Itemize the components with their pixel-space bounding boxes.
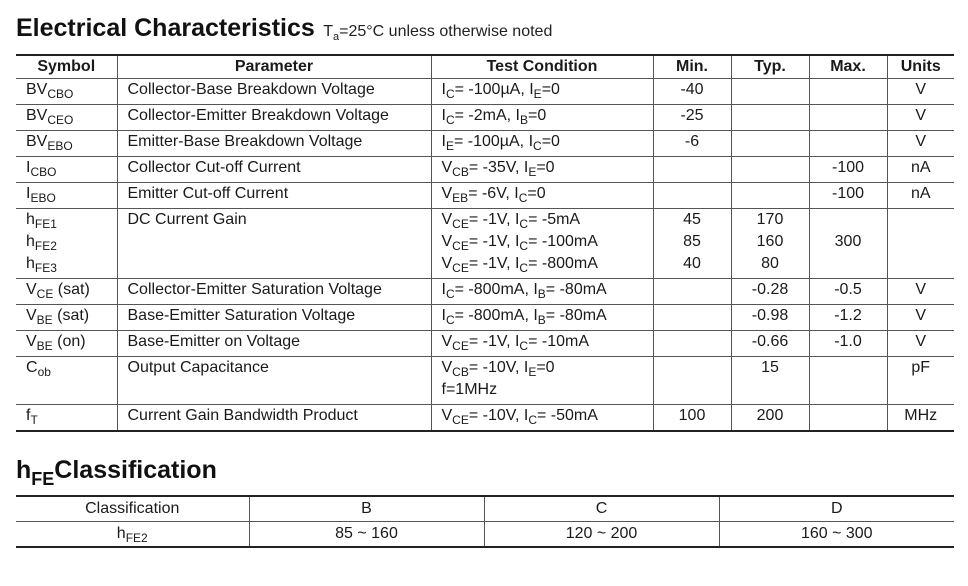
symbol-main: h <box>26 211 35 228</box>
typ-value: 80 <box>761 255 779 272</box>
condition-var: V <box>441 159 453 176</box>
condition-value: = -35V, <box>468 159 524 176</box>
cell-symbol <box>16 79 117 105</box>
symbol-line <box>26 231 117 253</box>
symbol-subscript: CBO <box>30 165 57 179</box>
symbol-line <box>26 131 117 153</box>
cell-min <box>653 279 731 305</box>
condition-subscript: C <box>445 87 455 101</box>
cell-typ <box>731 279 809 305</box>
condition-line <box>442 331 653 353</box>
condition-subscript: C <box>519 239 529 253</box>
cell-min <box>653 79 731 105</box>
condition-line <box>442 305 653 327</box>
classification-header-d: D <box>719 496 954 522</box>
condition-value: = -1V, <box>468 211 515 228</box>
cell-parameter: Current Gain Bandwidth Product <box>117 405 431 432</box>
cell-typ <box>731 405 809 432</box>
condition-subscript: C <box>519 339 529 353</box>
cell-units: nA <box>887 183 954 209</box>
condition-var: I <box>514 333 520 350</box>
cell-symbol <box>16 157 117 183</box>
header-symbol: Symbol <box>16 55 117 79</box>
cell-symbol <box>16 131 117 157</box>
condition-value: = -100µA, <box>454 81 530 98</box>
symbol-main: BV <box>26 133 48 150</box>
condition-value: = -10V, <box>468 359 524 376</box>
symbol-subscript: EBO <box>30 191 56 205</box>
condition-value: = -1V, <box>468 255 515 272</box>
condition-subscript: B <box>537 287 546 301</box>
condition-value: = -2mA, <box>454 107 516 124</box>
symbol-subscript: BE <box>36 339 53 353</box>
cell-test-condition <box>431 157 653 183</box>
cell-parameter: Emitter-Base Breakdown Voltage <box>117 131 431 157</box>
cell-min <box>653 157 731 183</box>
classification-header-row <box>16 496 954 522</box>
condition-value: = -6V, <box>468 185 515 202</box>
condition-subscript: C <box>519 217 529 231</box>
header-test-condition: Test Condition <box>431 55 653 79</box>
condition-var: V <box>441 185 453 202</box>
condition-subscript: C <box>528 413 537 427</box>
classification-value-b: 85 ~ 160 <box>249 522 484 548</box>
table-row <box>16 209 954 279</box>
table-row <box>16 183 954 209</box>
condition-var: I <box>441 281 446 298</box>
cell-symbol <box>16 183 117 209</box>
cell-parameter: Collector-Base Breakdown Voltage <box>117 79 431 105</box>
table-row <box>16 131 954 157</box>
cell-units: nA <box>887 157 954 183</box>
symbol-main: I <box>26 185 31 202</box>
condition-subscript: CE <box>452 261 469 275</box>
note-var: T <box>323 23 334 40</box>
table-row <box>16 105 954 131</box>
max-value <box>810 209 887 231</box>
cell-max <box>809 279 887 305</box>
classification-value-d: 160 ~ 300 <box>719 522 954 548</box>
condition-subscript: B <box>537 313 546 327</box>
title2-h: h <box>16 456 32 484</box>
typ-value: 200 <box>756 407 784 424</box>
condition-line <box>442 253 653 275</box>
symbol-subscript: CBO <box>47 87 74 101</box>
note-rest: =25°C unless otherwise noted <box>339 23 553 40</box>
max-value: -100 <box>831 185 865 202</box>
cell-units: V <box>887 79 954 105</box>
hfe-classification-table <box>16 495 954 548</box>
cell-symbol <box>16 357 117 405</box>
min-value: -40 <box>680 81 704 98</box>
condition-subscript: C <box>519 261 529 275</box>
typ-value: 15 <box>761 359 779 376</box>
cell-symbol <box>16 105 117 131</box>
condition-value: =0 <box>527 185 546 202</box>
table-row <box>16 331 954 357</box>
symbol-main: h <box>26 233 35 250</box>
cell-test-condition <box>431 131 653 157</box>
symbol-line <box>26 209 117 231</box>
typ-value: -0.28 <box>751 281 789 298</box>
condition-value: = -1V, <box>468 333 515 350</box>
condition-subscript: CE <box>452 413 469 427</box>
condition-line <box>442 131 653 153</box>
max-value: 300 <box>834 233 862 250</box>
title2-rest: Classification <box>54 456 217 484</box>
section-title-electrical-characteristics <box>16 14 552 43</box>
cell-typ <box>731 357 809 405</box>
condition-subscript: C <box>445 287 455 301</box>
note-sub: a <box>333 31 340 43</box>
symbol-main: BV <box>26 107 48 124</box>
condition-var: I <box>514 211 520 228</box>
cell-parameter: Base-Emitter on Voltage <box>117 331 431 357</box>
condition-value: = -800mA, <box>454 281 534 298</box>
cell-typ <box>731 305 809 331</box>
classification-header-c: C <box>484 496 719 522</box>
cell-symbol <box>16 405 117 432</box>
condition-line <box>442 157 653 179</box>
condition-value: = -100mA <box>528 233 598 250</box>
cell-max <box>809 209 887 279</box>
condition-var: V <box>441 333 453 350</box>
cell-parameter: Output Capacitance <box>117 357 431 405</box>
condition-value: = -10V, <box>468 407 524 424</box>
symbol-line <box>26 105 117 127</box>
condition-var: I <box>523 359 529 376</box>
cell-min <box>653 183 731 209</box>
cell-units: V <box>887 305 954 331</box>
condition-var: I <box>529 81 534 98</box>
condition-subscript: E <box>445 139 454 153</box>
symbol-subscript: FE3 <box>34 261 57 275</box>
symbol-line <box>26 405 117 427</box>
symbol-subscript: FE1 <box>34 217 57 231</box>
cell-max <box>809 357 887 405</box>
condition-var: I <box>515 107 520 124</box>
condition-value: = -800mA, <box>454 307 534 324</box>
condition-var: I <box>514 255 520 272</box>
min-value: 85 <box>683 233 701 250</box>
symbol-main: C <box>26 359 38 376</box>
cell-test-condition <box>431 305 653 331</box>
condition-value: = -80mA <box>545 281 607 298</box>
condition-subscript: E <box>528 165 537 179</box>
classification-value-row <box>16 522 954 548</box>
cell-parameter: Collector-Emitter Breakdown Voltage <box>117 105 431 131</box>
max-value <box>810 253 887 275</box>
condition-var: V <box>441 255 453 272</box>
condition-var: I <box>528 133 534 150</box>
symbol-main: I <box>26 159 31 176</box>
condition-subscript: CE <box>452 239 469 253</box>
condition-var: I <box>533 307 538 324</box>
cell-test-condition <box>431 209 653 279</box>
condition-subscript: EB <box>452 191 469 205</box>
symbol-subscript: CEO <box>47 113 74 127</box>
cell-test-condition <box>431 405 653 432</box>
table-row <box>16 357 954 405</box>
classification-row-label <box>16 522 249 548</box>
cell-parameter: Collector Cut-off Current <box>117 157 431 183</box>
cell-units <box>887 209 954 279</box>
cell-units: pF <box>887 357 954 405</box>
cell-symbol <box>16 305 117 331</box>
condition-subscript: C <box>518 191 528 205</box>
condition-line <box>442 405 653 427</box>
symbol-subscript: BE <box>36 313 53 327</box>
cell-max <box>809 131 887 157</box>
min-value: 100 <box>678 407 706 424</box>
condition-var: I <box>514 185 519 202</box>
condition-subscript: B <box>519 113 528 127</box>
condition-value: =0 <box>536 159 555 176</box>
header-typ: Typ. <box>731 55 809 79</box>
cell-typ <box>731 79 809 105</box>
condition-line <box>442 357 653 379</box>
condition-var: I <box>523 159 529 176</box>
symbol-line <box>26 157 117 179</box>
table-row <box>16 279 954 305</box>
condition-subscript: C <box>445 113 455 127</box>
max-value: -0.5 <box>834 281 862 298</box>
cell-max <box>809 183 887 209</box>
condition-value: = -50mA <box>536 407 598 424</box>
cell-typ <box>731 331 809 357</box>
symbol-main: BV <box>26 81 48 98</box>
row-label-t: h <box>116 525 126 542</box>
symbol-subscript: CE <box>36 287 54 301</box>
max-value: -1.2 <box>834 307 862 324</box>
symbol-suffix: (sat) <box>52 307 90 324</box>
symbol-suffix: (sat) <box>53 281 90 298</box>
cell-test-condition <box>431 79 653 105</box>
condition-line <box>442 209 653 231</box>
cell-min <box>653 131 731 157</box>
min-value: 40 <box>683 255 701 272</box>
cell-min <box>653 357 731 405</box>
condition-var: f=1MHz <box>441 381 498 398</box>
cell-units: V <box>887 279 954 305</box>
max-value: -1.0 <box>834 333 862 350</box>
cell-max <box>809 331 887 357</box>
condition-value: =0 <box>536 359 555 376</box>
condition-line <box>442 79 653 101</box>
condition-value: = -800mA <box>528 255 598 272</box>
condition-subscript: E <box>533 87 542 101</box>
row-label-s: FE2 <box>125 531 148 545</box>
condition-value: = -100µA, <box>453 133 529 150</box>
cell-units: MHz <box>887 405 954 432</box>
cell-test-condition <box>431 105 653 131</box>
condition-value: =0 <box>541 133 560 150</box>
symbol-main: V <box>26 281 37 298</box>
symbol-main: V <box>26 307 37 324</box>
symbol-main: h <box>26 255 35 272</box>
cell-max <box>809 157 887 183</box>
symbol-line <box>26 305 117 327</box>
condition-value: =0 <box>528 107 547 124</box>
symbol-line <box>26 279 117 301</box>
condition-value: =0 <box>541 81 560 98</box>
header-min: Min. <box>653 55 731 79</box>
symbol-subscript: EBO <box>47 139 73 153</box>
cell-min <box>653 331 731 357</box>
table-row <box>16 79 954 105</box>
max-value: -100 <box>831 159 865 176</box>
cell-parameter: Collector-Emitter Saturation Voltage <box>117 279 431 305</box>
condition-var: I <box>441 107 446 124</box>
cell-min <box>653 305 731 331</box>
cell-min <box>653 105 731 131</box>
typ-value: -0.66 <box>751 333 789 350</box>
classification-value-c: 120 ~ 200 <box>484 522 719 548</box>
condition-subscript: CE <box>452 217 469 231</box>
condition-var: V <box>441 233 453 250</box>
condition-subscript: CB <box>452 365 469 379</box>
condition-line <box>442 105 653 127</box>
condition-value: = -5mA <box>528 211 581 228</box>
symbol-main: V <box>26 333 37 350</box>
condition-line <box>442 183 653 205</box>
condition-subscript: E <box>528 365 537 379</box>
symbol-line <box>26 183 117 205</box>
typ-value: -0.98 <box>751 307 789 324</box>
typ-value: 160 <box>756 233 784 250</box>
cell-units: V <box>887 331 954 357</box>
condition-subscript: C <box>445 313 455 327</box>
condition-var: I <box>514 233 520 250</box>
electrical-characteristics-table <box>16 54 954 432</box>
condition-line <box>442 279 653 301</box>
condition-var: I <box>441 307 446 324</box>
cell-parameter: Base-Emitter Saturation Voltage <box>117 305 431 331</box>
cell-units: V <box>887 131 954 157</box>
min-value: 45 <box>683 211 701 228</box>
classification-header-b: B <box>249 496 484 522</box>
condition-var: V <box>441 407 453 424</box>
cell-test-condition <box>431 357 653 405</box>
condition-var: I <box>441 81 446 98</box>
typ-value: 170 <box>756 211 784 228</box>
cell-parameter: Emitter Cut-off Current <box>117 183 431 209</box>
condition-var: I <box>523 407 529 424</box>
condition-subscript: CE <box>452 339 469 353</box>
table-row <box>16 405 954 432</box>
cell-test-condition <box>431 279 653 305</box>
cell-max <box>809 79 887 105</box>
condition-line <box>442 231 653 253</box>
cell-units: V <box>887 105 954 131</box>
header-max: Max. <box>809 55 887 79</box>
temperature-note <box>323 23 553 43</box>
cell-max <box>809 405 887 432</box>
cell-symbol <box>16 209 117 279</box>
symbol-subscript: FE2 <box>34 239 57 253</box>
table-row <box>16 157 954 183</box>
cell-test-condition <box>431 331 653 357</box>
header-units: Units <box>887 55 954 79</box>
cell-test-condition <box>431 183 653 209</box>
classification-header-label: Classification <box>16 496 249 522</box>
symbol-subscript: T <box>30 413 38 427</box>
condition-var: V <box>441 359 453 376</box>
symbol-line <box>26 79 117 101</box>
header-parameter: Parameter <box>117 55 431 79</box>
condition-value: = -1V, <box>468 233 515 250</box>
symbol-main: f <box>26 407 31 424</box>
cell-typ <box>731 157 809 183</box>
condition-subscript: CB <box>452 165 469 179</box>
cell-parameter: DC Current Gain <box>117 209 431 279</box>
condition-var: I <box>533 281 538 298</box>
cell-min <box>653 209 731 279</box>
condition-var: V <box>441 211 453 228</box>
symbol-line <box>26 357 117 379</box>
condition-subscript: C <box>533 139 542 153</box>
condition-line <box>442 379 653 401</box>
cell-typ <box>731 209 809 279</box>
cell-typ <box>731 183 809 209</box>
condition-value: = -80mA <box>545 307 607 324</box>
min-value: -25 <box>680 107 704 124</box>
section-title-hfe-classification <box>16 456 217 489</box>
min-value: -6 <box>684 133 700 150</box>
section-title: Electrical Characteristics <box>16 14 315 42</box>
title2-sub: FE <box>31 469 55 489</box>
cell-symbol <box>16 279 117 305</box>
cell-min <box>653 405 731 432</box>
cell-typ <box>731 105 809 131</box>
table-row <box>16 305 954 331</box>
symbol-line <box>26 331 117 353</box>
condition-value: = -10mA <box>528 333 589 350</box>
symbol-subscript: ob <box>37 365 51 379</box>
cell-typ <box>731 131 809 157</box>
table-header-row <box>16 55 954 79</box>
cell-max <box>809 105 887 131</box>
cell-symbol <box>16 331 117 357</box>
symbol-suffix: (on) <box>52 333 86 350</box>
cell-max <box>809 305 887 331</box>
condition-var: I <box>441 133 446 150</box>
symbol-line <box>26 253 117 275</box>
